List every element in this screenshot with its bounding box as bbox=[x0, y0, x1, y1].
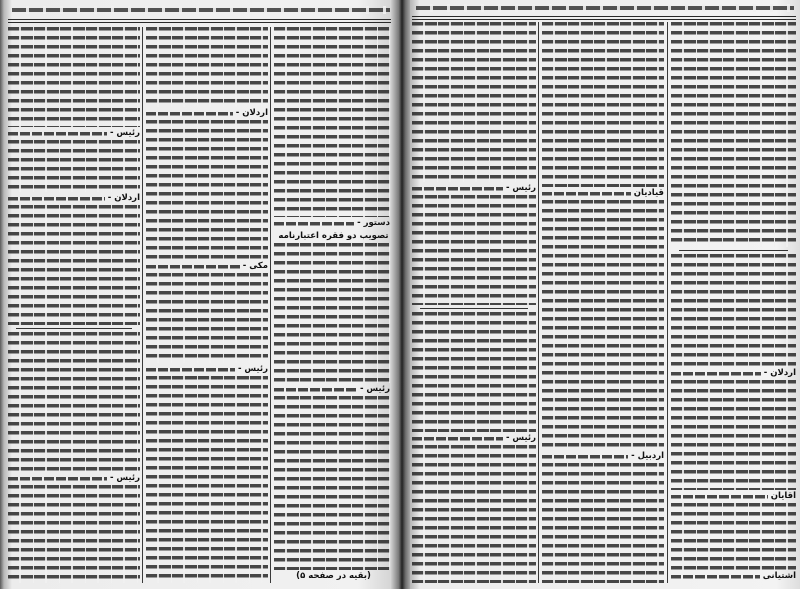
text-block bbox=[542, 463, 664, 583]
text-block bbox=[274, 396, 390, 570]
speaker-heading bbox=[146, 364, 268, 375]
heading-text: اردلان - bbox=[763, 368, 796, 378]
column-rule bbox=[538, 22, 539, 583]
left-page bbox=[0, 0, 398, 589]
text-line bbox=[542, 188, 631, 199]
column-rule bbox=[142, 27, 143, 583]
speaker-heading bbox=[274, 384, 390, 395]
left-page-top-rule bbox=[8, 19, 392, 23]
section-title bbox=[274, 231, 390, 242]
text-block bbox=[8, 205, 140, 325]
text-line bbox=[542, 451, 628, 462]
heading-text: آشتیانی bbox=[762, 571, 796, 581]
speaker-heading bbox=[412, 183, 536, 194]
text-block bbox=[146, 273, 268, 363]
left-page-column-2 bbox=[146, 27, 268, 583]
right-page-top-rule bbox=[412, 16, 796, 20]
section-divider bbox=[679, 250, 788, 251]
list-heading bbox=[671, 491, 796, 502]
text-block bbox=[8, 27, 140, 127]
text-line bbox=[146, 261, 240, 272]
text-block bbox=[274, 27, 390, 217]
text-block bbox=[8, 140, 140, 192]
text-block bbox=[412, 312, 536, 432]
text-line bbox=[8, 473, 107, 484]
speaker-heading bbox=[146, 261, 268, 272]
speaker-heading bbox=[542, 451, 664, 462]
footer-text: (بقیه در صفحه ۵) bbox=[296, 571, 371, 581]
text-block bbox=[671, 380, 796, 490]
agenda-heading bbox=[274, 218, 390, 229]
right-page-column-2 bbox=[542, 22, 664, 583]
name-line bbox=[671, 571, 796, 582]
text-block bbox=[8, 485, 140, 583]
text-line bbox=[412, 183, 503, 194]
heading-text: رئیس - bbox=[505, 433, 536, 443]
text-block bbox=[146, 376, 268, 583]
speaker-heading bbox=[146, 108, 268, 119]
heading-text: مکی - bbox=[242, 261, 268, 271]
heading-text: اردبیل - bbox=[631, 451, 664, 461]
text-block bbox=[412, 22, 536, 182]
heading-text: قیادیان bbox=[633, 188, 664, 198]
left-page-column-3 bbox=[274, 27, 390, 583]
text-line bbox=[146, 364, 235, 375]
text-block bbox=[671, 254, 796, 367]
text-block bbox=[8, 332, 140, 472]
heading-text: آقایان bbox=[770, 491, 796, 501]
text-line bbox=[8, 193, 105, 204]
speaker-heading bbox=[8, 473, 140, 484]
section-divider bbox=[16, 328, 132, 329]
heading-text: رئیس - bbox=[359, 384, 390, 394]
left-page-header bbox=[12, 6, 390, 14]
speaker-heading bbox=[8, 128, 140, 139]
speaker-heading bbox=[412, 433, 536, 444]
heading-text: اردلان - bbox=[107, 193, 140, 203]
heading-text: دستور - bbox=[357, 218, 390, 228]
text-block bbox=[671, 22, 796, 247]
section-divider bbox=[420, 308, 528, 309]
text-line bbox=[412, 433, 503, 444]
column-rule bbox=[667, 22, 668, 583]
right-page-column-3 bbox=[671, 22, 796, 583]
text-block bbox=[412, 195, 536, 305]
left-page-column-1 bbox=[8, 27, 140, 583]
text-line bbox=[274, 218, 354, 229]
column-rule bbox=[270, 27, 271, 583]
text-line bbox=[146, 108, 233, 119]
heading-text: رئیس - bbox=[109, 128, 140, 138]
text-block bbox=[542, 22, 664, 187]
speaker-heading bbox=[542, 188, 664, 199]
heading-text: رئیس - bbox=[109, 473, 140, 483]
heading-text: رئیس - bbox=[505, 183, 536, 193]
text-line bbox=[671, 491, 768, 502]
text-line bbox=[274, 384, 357, 395]
right-page-header bbox=[416, 4, 794, 12]
right-page-column-1 bbox=[412, 22, 536, 583]
text-block bbox=[412, 445, 536, 583]
text-line bbox=[671, 368, 761, 379]
text-block bbox=[146, 120, 268, 260]
text-block bbox=[542, 200, 664, 450]
continued-footer bbox=[274, 571, 390, 582]
speaker-heading bbox=[671, 368, 796, 379]
text-block bbox=[274, 243, 390, 383]
text-line bbox=[8, 128, 107, 139]
heading-text: رئیس - bbox=[237, 364, 268, 374]
text-line bbox=[671, 571, 760, 582]
heading-text: اردلان - bbox=[235, 108, 268, 118]
heading-text: تصویب دو فقره اعتبارنامه bbox=[278, 231, 389, 241]
text-block bbox=[671, 503, 796, 570]
text-block bbox=[146, 27, 268, 107]
right-page bbox=[410, 0, 800, 589]
speaker-heading bbox=[8, 193, 140, 204]
